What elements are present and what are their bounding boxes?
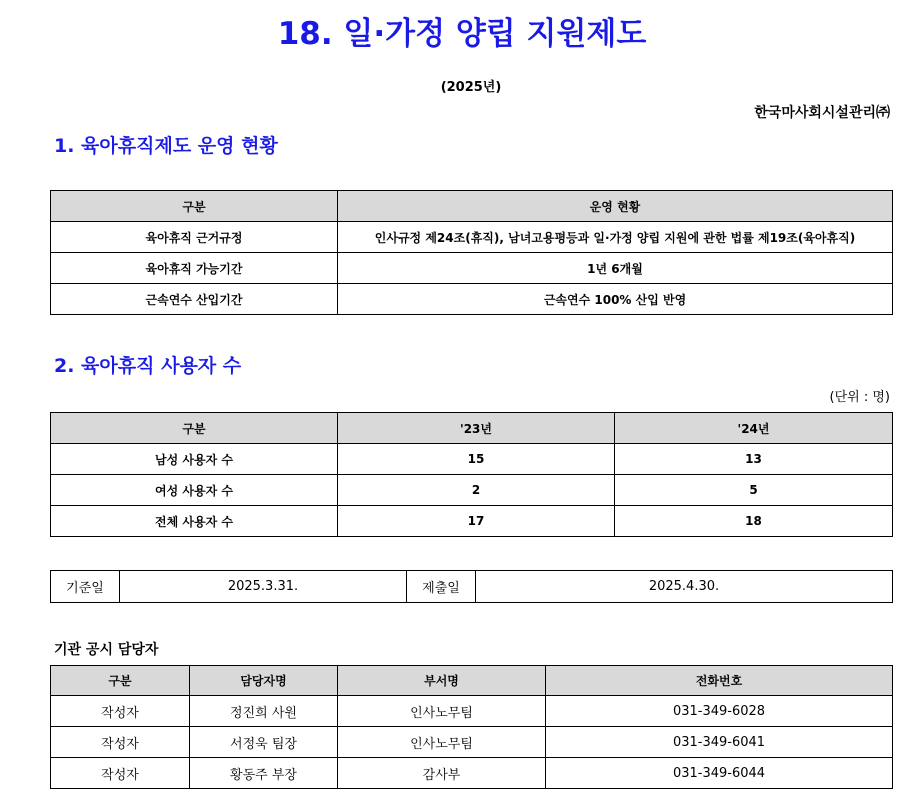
contact-department: 감사부 [338,758,546,789]
header-cell: 전화번호 [546,666,893,696]
header-cell: 구분 [51,191,338,222]
contact-role: 작성자 [51,758,190,789]
header-cell: '23년 [338,413,615,444]
submit-date-value: 2025.4.30. [476,571,893,603]
base-date-value: 2025.3.31. [120,571,407,603]
organization-name: 한국마사회시설관리㈜ [754,105,890,121]
contact-phone: 031-349-6044 [546,758,893,789]
table-row [51,284,893,315]
row-value: 5 [615,475,893,506]
report-year: (2025년) [440,80,502,95]
header-cell: 운영 현황 [338,191,893,222]
header-cell: 구분 [51,413,338,444]
parental-leave-users-table [50,412,893,537]
contacts-table [50,665,893,789]
row-label: 전체 사용자 수 [51,506,338,537]
row-value: 2 [338,475,615,506]
contact-department: 인사노무팀 [338,696,546,727]
row-label: 여성 사용자 수 [51,475,338,506]
row-label: 남성 사용자 수 [51,444,338,475]
row-label: 육아휴직 가능기간 [51,253,338,284]
table-row [51,253,893,284]
row-label: 육아휴직 근거규정 [51,222,338,253]
contact-role: 작성자 [51,696,190,727]
dates-table [50,570,893,603]
table-row [51,475,893,506]
table-row [51,571,893,603]
contact-phone: 031-349-6041 [546,727,893,758]
section1-title: 1. 육아휴직제도 운영 현황 [54,135,278,157]
table-row [51,758,893,789]
submit-date-label: 제출일 [407,571,476,603]
contact-role: 작성자 [51,727,190,758]
row-value: 인사규정 제24조(휴직), 남녀고용평등과 일·가정 양립 지원에 관한 법률 제19조(육아휴직) [338,222,893,253]
row-value: 18 [615,506,893,537]
contact-department: 인사노무팀 [338,727,546,758]
table-header-row [51,191,893,222]
header-cell: 담당자명 [190,666,338,696]
parental-leave-policy-table [50,190,893,315]
page-title: 18. 일·가정 양립 지원제도 [277,16,647,52]
header-cell: 구분 [51,666,190,696]
table-header-row [51,413,893,444]
table-row [51,727,893,758]
header-cell: '24년 [615,413,893,444]
row-value: 1년 6개월 [338,253,893,284]
unit-label: (단위 : 명) [829,390,890,405]
row-value: 13 [615,444,893,475]
table-row [51,696,893,727]
row-value: 근속연수 100% 산입 반영 [338,284,893,315]
contacts-title: 기관 공시 담당자 [54,642,159,658]
row-value: 15 [338,444,615,475]
table-row [51,444,893,475]
row-value: 17 [338,506,615,537]
contact-phone: 031-349-6028 [546,696,893,727]
contact-name: 황동주 부장 [190,758,338,789]
table-row [51,506,893,537]
row-label: 근속연수 산입기간 [51,284,338,315]
table-header-row [51,666,893,696]
section2-title: 2. 육아휴직 사용자 수 [54,355,242,377]
contact-name: 정진희 사원 [190,696,338,727]
header-cell: 부서명 [338,666,546,696]
base-date-label: 기준일 [51,571,120,603]
table-row [51,222,893,253]
contact-name: 서정욱 팀장 [190,727,338,758]
